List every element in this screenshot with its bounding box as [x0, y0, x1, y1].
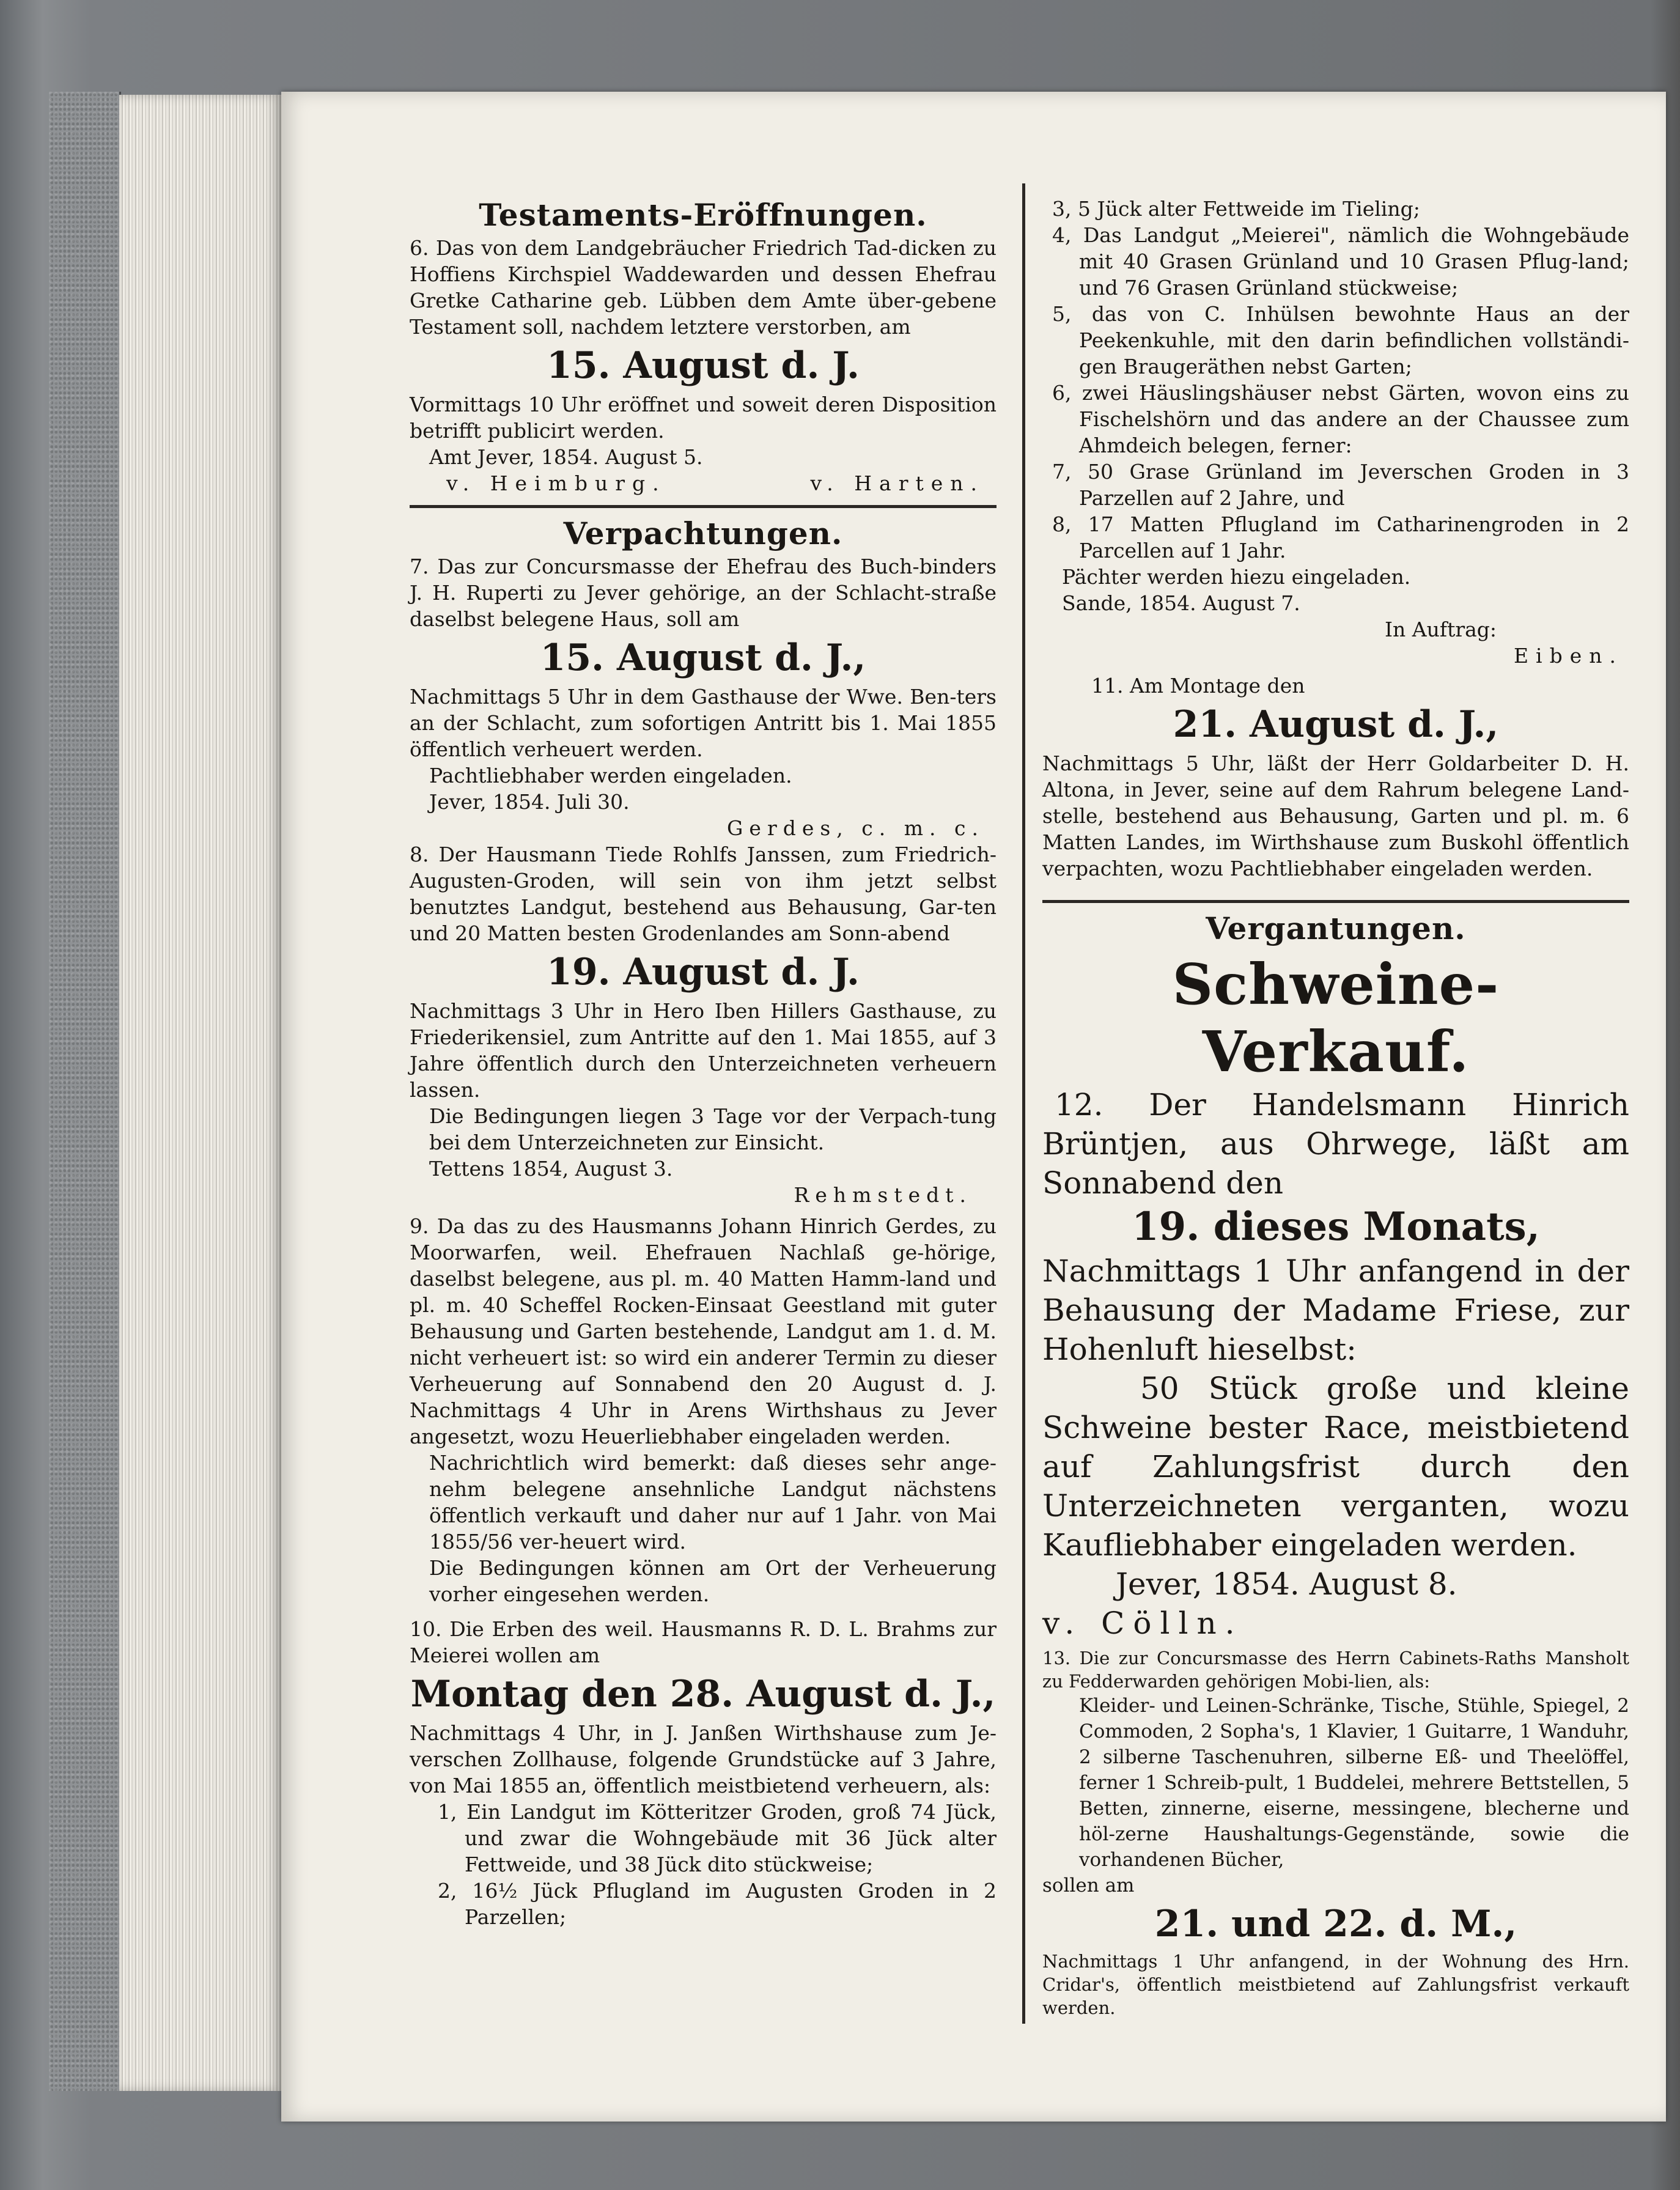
- notice-10-signature: Eiben.: [1513, 644, 1623, 668]
- notice-12c: 50 Stück große und kleine Schweine bester Race, meistbietend auf Zahlungsfrist durch den Unterzeichneten verganten, wozu Kaufliebhaber eingeladen werden.: [1042, 1371, 1629, 1563]
- notice-10-item-2: 2, 16½ Jück Pflugland im Augusten Groden in 2 Parzellen;: [438, 1879, 997, 1929]
- testament-signatures: [410, 470, 997, 496]
- notice-9c: Die Bedingungen können am Ort der Verheuerung vorher eingesehen werden.: [429, 1556, 997, 1606]
- notice-8-place: Tettens 1854, August 3.: [429, 1157, 673, 1181]
- notice-11-date: 21. August d. J.,: [1173, 703, 1499, 746]
- notice-7-signature: Gerdes, c. m. c.: [727, 816, 984, 840]
- signature-harten: v. Harten.: [810, 471, 984, 495]
- testament-title: Testaments-Eröffnungen.: [479, 197, 927, 233]
- notice-7b: Nachmittags 5 Uhr in dem Gasthause der Wwe. Ben-ters an der Schlacht, zum sofortigen Antritt bis 1. Mai 1855 öffentlich verheuert werden.: [410, 685, 997, 761]
- vergantungen-title: Vergantungen.: [1206, 910, 1466, 946]
- testament-place: Amt Jever, 1854. August 5.: [429, 445, 703, 469]
- notice-12: 12. Der Handelsmann Hinrich Brüntjen, aus Ohrwege, läßt am Sonnabend den: [1042, 1087, 1629, 1201]
- notice-12-signature: v. Cölln.: [1042, 1606, 1243, 1641]
- notice-10-place: Sande, 1854. August 7.: [1062, 591, 1300, 615]
- notice-9b: Nachrichtlich wird bemerkt: daß dieses sehr ange-nehm belegene ansehnliche Landgut nächstens öffentlich verkauft und daher nur auf 1 Jahr. von Mai 1855/56 ver-heuert wird.: [429, 1451, 997, 1554]
- notice-10-item-1: 1, Ein Landgut im Kötteritzer Groden, groß 74 Jück, und zwar die Wohngebäude mit 36 Jück alter Fettweide, und 38 Jück dito stückweise;: [438, 1800, 997, 1876]
- notice-10: 10. Die Erben des weil. Hausmanns R. D. L. Brahms zur Meierei wollen am: [410, 1617, 997, 1667]
- section-rule-right: [1042, 900, 1629, 903]
- notice-13b: sollen am: [1042, 1875, 1135, 1897]
- notice-8-date: 19. August d. J.: [547, 951, 860, 994]
- notice-10-item-6: 6, zwei Häuslingshäuser nebst Gärten, wovon eins zu Fischelshörn und das andere an der Chaussee zum Ahmdeich belegen, ferner:: [1052, 381, 1629, 457]
- notice-10-auftrag: In Auftrag:: [1385, 618, 1497, 641]
- testament-p1: 6. Das von dem Landgebräucher Friedrich Tad-dicken zu Hoffiens Kirchspiel Waddewarden und dessen Ehefrau Gretke Catharine geb. Lübben dem Amte über-gebene Testament soll, nachdem letztere verstorben, am: [410, 236, 997, 339]
- notice-13-date: 21. und 22. d. M.,: [1154, 1903, 1517, 1945]
- notice-11: 11. Am Montage den: [1091, 674, 1305, 698]
- notice-13c: Nachmittags 1 Uhr anfangend, in der Wohnung des Hrn. Cridar's, öffentlich meistbietend auf Zahlungsfrist verkauft werden.: [1042, 1951, 1629, 2018]
- column-rule: [1022, 183, 1025, 2024]
- notice-10-item-7: 7, 50 Grase Grünland im Jeverschen Groden in 3 Parzellen auf 2 Jahre, und: [1052, 460, 1629, 510]
- notice-9: 9. Da das zu des Hausmanns Johann Hinrich Gerdes, zu Moorwarfen, weil. Ehefrauen Nachlaß ge-hörige, daselbst belegene, aus pl. m. 40 Matten Hamm-land und pl. m. 40 Scheffel Rocken-Einsaat Geestland mit guter Behausung und Garten bestehende, Landgut am 1. d. M. nicht verheuert ist: so wird ein anderer Termin zu dieser Verheuerung auf Sonnabend den 20 August d. J. Nachmittags 4 Uhr in Arens Wirthshaus zu Jever angesetzt, wozu Heuerliebhaber eingeladen werden.: [410, 1214, 997, 1448]
- section-rule: [410, 505, 997, 508]
- verpacht-title: Verpachtungen.: [563, 515, 843, 551]
- notice-10c: Pächter werden hiezu eingeladen.: [1062, 565, 1411, 589]
- notice-10-date: Montag den 28. August d. J.,: [410, 1673, 996, 1716]
- notice-13: 13. Die zur Concursmasse des Herrn Cabinets-Raths Mansholt zu Fedderwarden gehörigen Mobi-lien, als:: [1042, 1648, 1629, 1692]
- notice-10-item-4: 4, Das Landgut „Meierei", nämlich die Wohngebäude mit 40 Grasen Grünland und 10 Grasen Pflug-land; und 76 Grasen Grünland stückweise;: [1052, 223, 1629, 300]
- left-column: [410, 196, 997, 2018]
- notice-7: 7. Das zur Concursmasse der Ehefrau des Buch-binders J. H. Ruperti zu Jever gehörige, an der Schlacht-straße daselbst belegene Haus, soll am: [410, 555, 997, 631]
- testament-p2: Vormittags 10 Uhr eröffnet und soweit deren Disposition betrifft publicirt werden.: [410, 393, 997, 443]
- notice-8-signature: Rehmstedt.: [794, 1183, 972, 1207]
- notice-12-date: 19. dieses Monats,: [1132, 1204, 1540, 1250]
- notice-11b: Nachmittags 5 Uhr, läßt der Herr Goldarbeiter D. H. Altona, in Jever, seine auf dem Rahrum belegene Land-stelle, bestehend aus Behausung, Garten und pl. m. 6 Matten Landes, im Wirthshause zum Buskohl öffentlich verpachten, wozu Pachtliebhaber eingeladen werden.: [1042, 751, 1629, 880]
- notice-10b: Nachmittags 4 Uhr, in J. Janßen Wirthshause zum Je-verschen Zollhause, folgende Grundstücke auf 3 Jahre, von Mai 1855 an, öffentlich meistbietend verheuern, als:: [410, 1721, 997, 1797]
- notice-10-item-3: 3, 5 Jück alter Fettweide im Tieling;: [1052, 197, 1420, 221]
- page-stack-edges: [119, 95, 281, 2091]
- notice-8c: Die Bedingungen liegen 3 Tage vor der Verpach-tung bei dem Unterzeichneten zur Einsicht.: [429, 1104, 997, 1154]
- signature-heimburg: v. Heimburg.: [446, 471, 666, 495]
- notice-10-item-5: 5, das von C. Inhülsen bewohnte Haus an der Peekenkuhle, mit den darin befindlichen vollständi-gen Braugeräthen nebst Garten;: [1052, 302, 1629, 378]
- schweine-verkauf-title: Schweine-Verkauf.: [1172, 951, 1500, 1085]
- notice-7-date: 15. August d. J.,: [540, 636, 866, 679]
- notice-8: 8. Der Hausmann Tiede Rohlfs Janssen, zum Friedrich-Augusten-Groden, will sein von ihm jetzt selbst benutztes Landgut, bestehend aus Behausung, Gar-ten und 20 Matten besten Grodenlandes am Sonn-abend: [410, 842, 997, 945]
- notice-10-item-8: 8, 17 Matten Pflugland im Catharinengroden in 2 Parcellen auf 1 Jahr.: [1052, 512, 1629, 562]
- notice-7c: Pachtliebhaber werden eingeladen.: [429, 764, 792, 787]
- book-cover-edge: [49, 92, 121, 2091]
- notice-7-place: Jever, 1854. Juli 30.: [429, 790, 630, 814]
- notice-13-list: Kleider- und Leinen-Schränke, Tische, Stühle, Spiegel, 2 Commoden, 2 Sopha's, 1 Klavier, 1 Guitarre, 1 Wanduhr, 2 silberne Taschenuhren, silberne Eß- und Theelöffel, ferner 1 Schreib-pult, 1 Buddelei, mehrere Bettstellen, 5 Betten, zinnerne, eiserne, messingene, blecherne und höl-zerne Haushaltungs-Gegenstände, sowie die vorhandenen Bücher,: [1079, 1695, 1629, 1871]
- notice-12b: Nachmittags 1 Uhr anfangend in der Behausung der Madame Friese, zur Hohenluft hieselbst:: [1042, 1253, 1629, 1367]
- right-column: [1042, 196, 1629, 2030]
- notice-8b: Nachmittags 3 Uhr in Hero Iben Hillers Gasthause, zu Friederikensiel, zum Antritte auf den 1. Mai 1855, auf 3 Jahre öffentlich durch den Unterzeichneten verheuern lassen.: [410, 999, 997, 1102]
- notice-12-place: Jever, 1854. August 8.: [1116, 1566, 1457, 1602]
- testament-date: 15. August d. J.: [547, 344, 860, 387]
